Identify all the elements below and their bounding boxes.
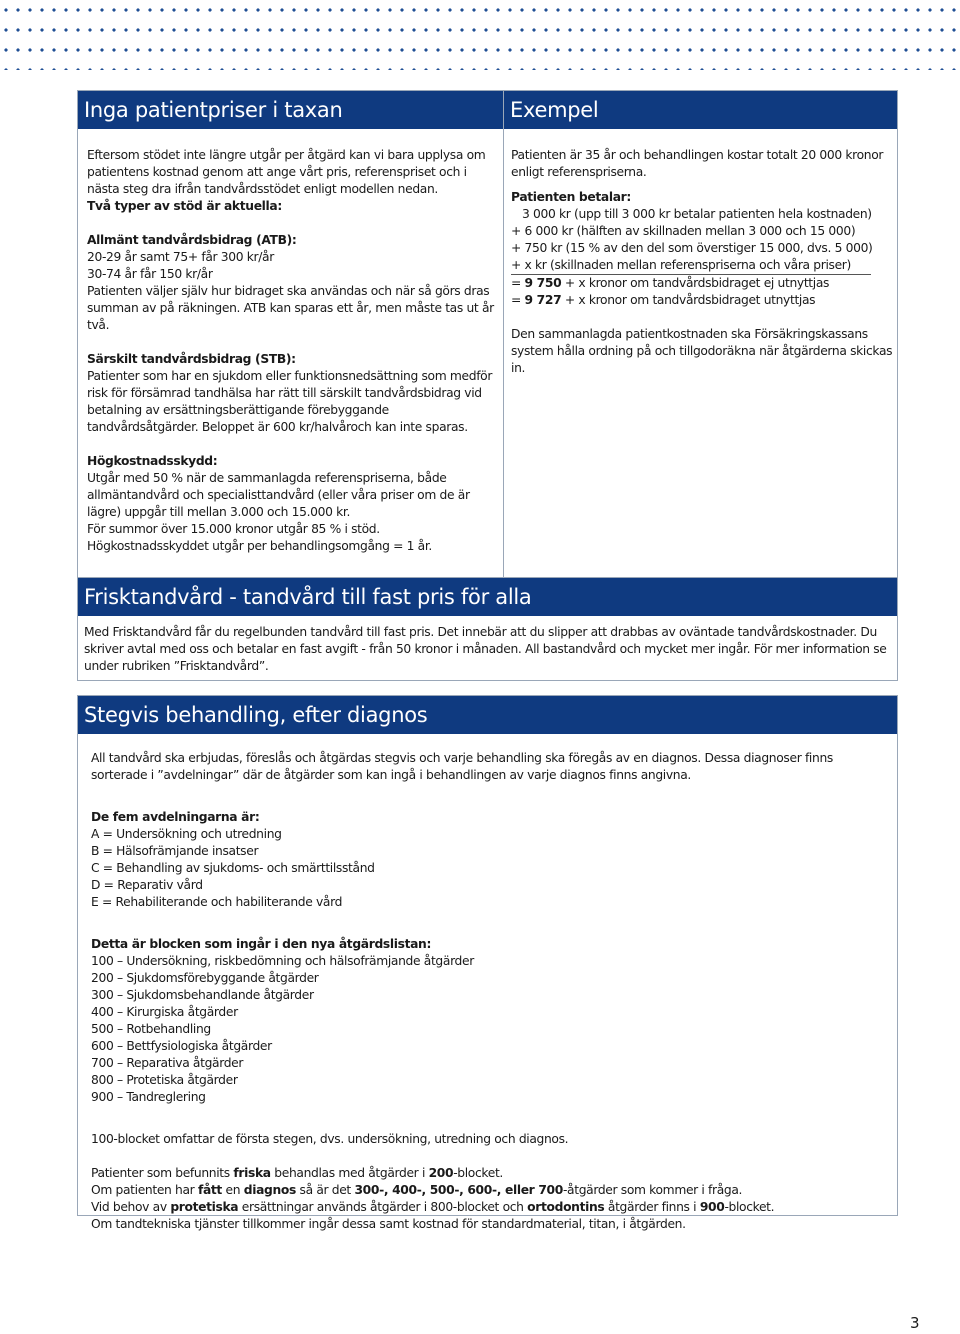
- calc-line: + 6 000 kr (hälften av skillnaden mellan 3 000 och 15 000): [511, 224, 856, 238]
- intro-paragraph: Eftersom stödet inte längre utgår per åtgärd kan vi bara upplysa om patientens kostnad genom att ange vårt pris, referenspriset och i nästa steg dra ifrån tandvårdsstödet enligt modellen nedan.: [87, 148, 486, 196]
- block-heading: Detta är blocken som ingår i den nya åtgärdslistan:: [91, 937, 432, 951]
- support-types-heading: Två typer av stöd är aktuella:: [87, 199, 282, 213]
- left-panel-text: [87, 147, 499, 555]
- block-item: 400 – Kirurgiska åtgärder: [91, 1005, 238, 1019]
- right-panel: [503, 90, 898, 578]
- block-item: 700 – Reparativa åtgärder: [91, 1056, 244, 1070]
- frisk-body: Med Frisktandvård får du regelbunden tandvård till fast pris. Det innebär att du slipper att drabbas av oväntade tandvårdskostnader. Du skriver avtal med oss och betalar en fast avgift - från 50 kronor i månaden. All bastandvård och mycket mer ingår. För mer information se under rubriken ”Frisktandvård”.: [84, 625, 887, 673]
- stb-heading: Särskilt tandvårdsbidrag (STB):: [87, 352, 296, 366]
- atb-body: Patienten väljer själv hur bidraget ska användas och när så görs dras summan av på räkningen. ATB kan sparas ett år, men måste tas ut år två.: [87, 284, 494, 332]
- right-panel-text: [511, 147, 893, 377]
- steg-intro: All tandvård ska erbjudas, föreslås och åtgärdas stegvis och varje behandling ska föregås av en diagnos. Dessa diagnoser finns sorterade i ”avdelningar” där de åtgärder som kan ingå i behandlingen av varje diagnos finns angivna.: [91, 751, 833, 782]
- protetiska-line: Vid behov av protetiska ersättningar används åtgärder i 800-blocket och ortodontins åtgärder finns i 900-blocket.: [91, 1200, 775, 1214]
- atb-line: 30-74 år får 150 kr/år: [87, 267, 213, 281]
- result-line: = 9 727 + x kronor om tandvårdsbidraget utnyttjas: [511, 293, 816, 307]
- avd-item: A = Undersökning och utredning: [91, 827, 282, 841]
- page-number: 3: [910, 1314, 920, 1332]
- steg-panel: [77, 695, 898, 1231]
- block100-text: 100-blocket omfattar de första stegen, dvs. undersökning, utredning och diagnos.: [91, 1132, 569, 1146]
- dotted-header-pattern: [0, 0, 960, 70]
- hkd-line: För summor över 15.000 kronor utgår 85 % i stöd.: [87, 522, 380, 536]
- hkd-line: Högkostnadsskyddet utgår per behandlingsomgång = 1 år.: [87, 539, 432, 553]
- avd-heading: De fem avdelningarna är:: [91, 810, 260, 824]
- left-panel: [77, 90, 503, 578]
- patient-pays-heading: Patienten betalar:: [511, 190, 631, 204]
- block-item: 900 – Tandreglering: [91, 1090, 206, 1104]
- steg-title: Stegvis behandling, efter diagnos: [78, 696, 897, 734]
- block-item: 800 – Protetiska åtgärder: [91, 1073, 238, 1087]
- block-item: 200 – Sjukdomsförebyggande åtgärder: [91, 971, 319, 985]
- stb-body: Patienter som har en sjukdom eller funktionsnedsättning som medför risk för försämrad tandhälsa har rätt till särskilt tandvårdsbidrag vid betalning av ersättningsberättigande förebyggande tandvårdsåtgärder. Beloppet är 600 kr/halvåroch kan inte sparas.: [87, 369, 493, 434]
- block-item: 300 – Sjukdomsbehandlande åtgärder: [91, 988, 314, 1002]
- atb-line: 20-29 år samt 75+ får 300 kr/år: [87, 250, 274, 264]
- frisk-panel: [77, 578, 898, 681]
- block-item: 500 – Rotbehandling: [91, 1022, 211, 1036]
- frisk-title: Frisktandvård - tandvård till fast pris för alla: [78, 578, 897, 616]
- hkd-line: Utgår med 50 % när de sammanlagda referenspriserna, både allmäntandvård och specialisttandvård (eller våra priser om de är lägre) uppgår till mellan 3.000 och 15.000 kr.: [87, 471, 470, 519]
- block-item: 100 – Undersökning, riskbedömning och hälsofrämjande åtgärder: [91, 954, 474, 968]
- avd-item: E = Rehabiliterande och habiliterande vård: [91, 895, 343, 909]
- avd-item: D = Reparativ vård: [91, 878, 203, 892]
- block-item: 600 – Bettfysiologiska åtgärder: [91, 1039, 272, 1053]
- avd-item: B = Hälsofrämjande insatser: [91, 844, 259, 858]
- tandtekniska-line: Om tandtekniska tjänster tillkommer ingår dessa samt kostnad för standardmaterial, titan, i åtgärden.: [91, 1217, 686, 1231]
- right-panel-title: Exempel: [504, 91, 897, 129]
- example-intro: Patienten är 35 år och behandlingen kostar totalt 20 000 kronor enligt referenspriserna.: [511, 148, 884, 179]
- left-panel-title: Inga patientpriser i taxan: [78, 91, 503, 129]
- example-outro: Den sammanlagda patientkostnaden ska Försäkringskassans system hålla ordning på och tillgodoräkna när åtgärderna skickas in.: [511, 327, 893, 375]
- hkd-heading: Högkostnadsskydd:: [87, 454, 218, 468]
- result-line: = 9 750 + x kronor om tandvårdsbidraget ej utnyttjas: [511, 276, 830, 290]
- calc-line: + x kr (skillnaden mellan referenspriserna och våra priser): [511, 257, 893, 275]
- atb-heading: Allmänt tandvårdsbidrag (ATB):: [87, 233, 297, 247]
- calc-line: 3 000 kr (upp till 3 000 kr betalar patienten hela kostnaden): [522, 207, 872, 221]
- diagnos-line: Om patienten har fått en diagnos så är det 300-, 400-, 500-, 600-, eller 700-åtgärder som kommer i fråga.: [91, 1183, 743, 1197]
- calc-line: + 750 kr (15 % av den del som överstiger 15 000, dvs. 5 000): [511, 241, 873, 255]
- friska-line: Patienter som befunnits friska behandlas med åtgärder i 200-blocket.: [91, 1166, 503, 1180]
- avd-item: C = Behandling av sjukdoms- och smärttilsstånd: [91, 861, 375, 875]
